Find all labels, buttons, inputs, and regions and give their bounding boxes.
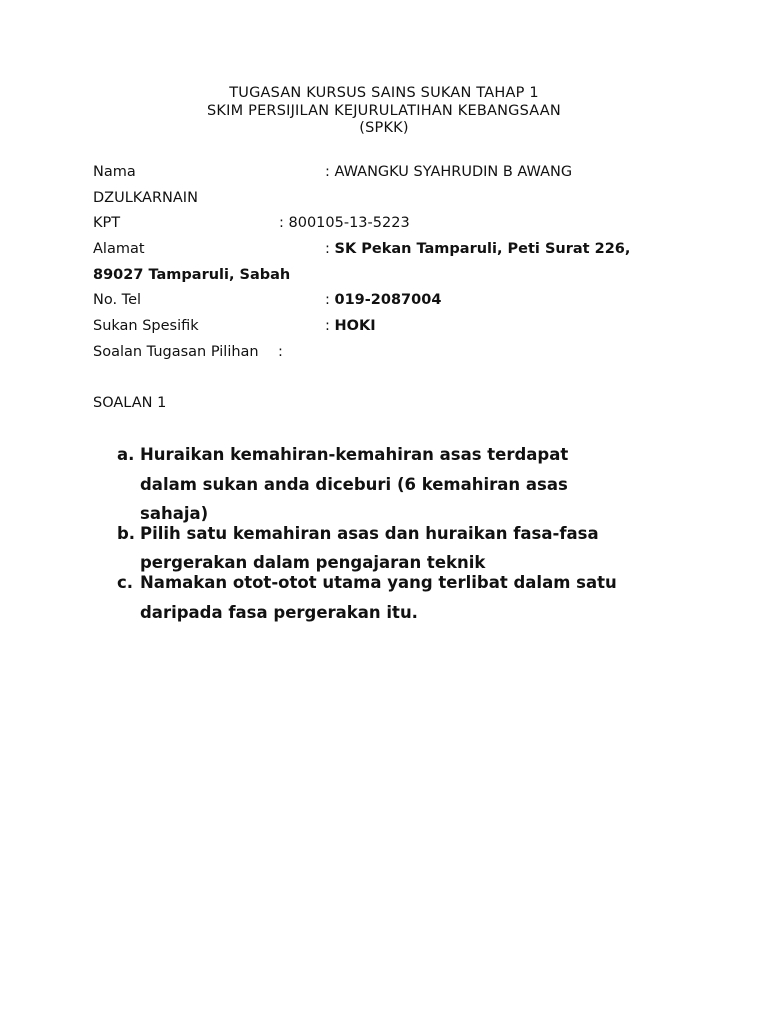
sukan-value-wrap: [325, 317, 376, 335]
question-line: Namakan otot-otot utama yang terlibat dalam satu: [140, 573, 617, 592]
kpt-label: KPT: [93, 215, 121, 231]
question-item-b: [117, 524, 717, 574]
kpt-value: : 800105-13-5223: [279, 215, 410, 231]
soalan-pilihan-label: Soalan Tugasan Pilihan: [93, 344, 259, 360]
nama-label: Nama: [93, 164, 136, 180]
question-letter: c.: [117, 573, 134, 592]
question-line: Pilih satu kemahiran asas dan huraikan fasa-fasa: [140, 524, 599, 543]
title-line-3: (SPKK): [359, 120, 409, 136]
soalan-heading: SOALAN 1: [93, 395, 167, 411]
question-item-a: [117, 445, 717, 525]
question-item-c: [117, 573, 717, 623]
tel-colon: :: [325, 292, 335, 308]
question-line: sahaja): [140, 504, 209, 523]
question-line: daripada fasa pergerakan itu.: [140, 603, 418, 622]
question-line: Huraikan kemahiran-kemahiran asas terdapat: [140, 445, 569, 464]
tel-label: No. Tel: [93, 292, 142, 308]
question-letter: a.: [117, 445, 135, 464]
document-title: [0, 85, 768, 138]
alamat-value: SK Pekan Tamparuli, Peti Surat 226,: [334, 241, 631, 257]
nama-value: : AWANGKU SYAHRUDIN B AWANG: [325, 164, 573, 180]
alamat-label: Alamat: [93, 241, 145, 257]
alamat-value-continued: 89027 Tamparuli, Sabah: [93, 267, 291, 283]
sukan-colon: :: [325, 318, 335, 334]
nama-value-continued: DZULKARNAIN: [93, 190, 198, 206]
soalan-pilihan-value: :: [278, 344, 283, 360]
title-line-2: SKIM PERSIJILAN KEJURULATIHAN KEBANGSAAN: [207, 102, 561, 119]
alamat-value-wrap: [325, 240, 630, 258]
sukan-value: HOKI: [334, 318, 376, 334]
title-line-1: TUGASAN KURSUS SAINS SUKAN TAHAP 1: [229, 85, 539, 101]
tel-value: 019-2087004: [334, 292, 442, 308]
question-line: pergerakan dalam pengajaran teknik: [140, 553, 486, 572]
question-line: dalam sukan anda diceburi (6 kemahiran asas: [140, 475, 568, 494]
tel-value-wrap: [325, 291, 441, 309]
question-letter: b.: [117, 524, 136, 543]
sukan-label: Sukan Spesifik: [93, 318, 199, 334]
alamat-colon: :: [325, 241, 335, 257]
